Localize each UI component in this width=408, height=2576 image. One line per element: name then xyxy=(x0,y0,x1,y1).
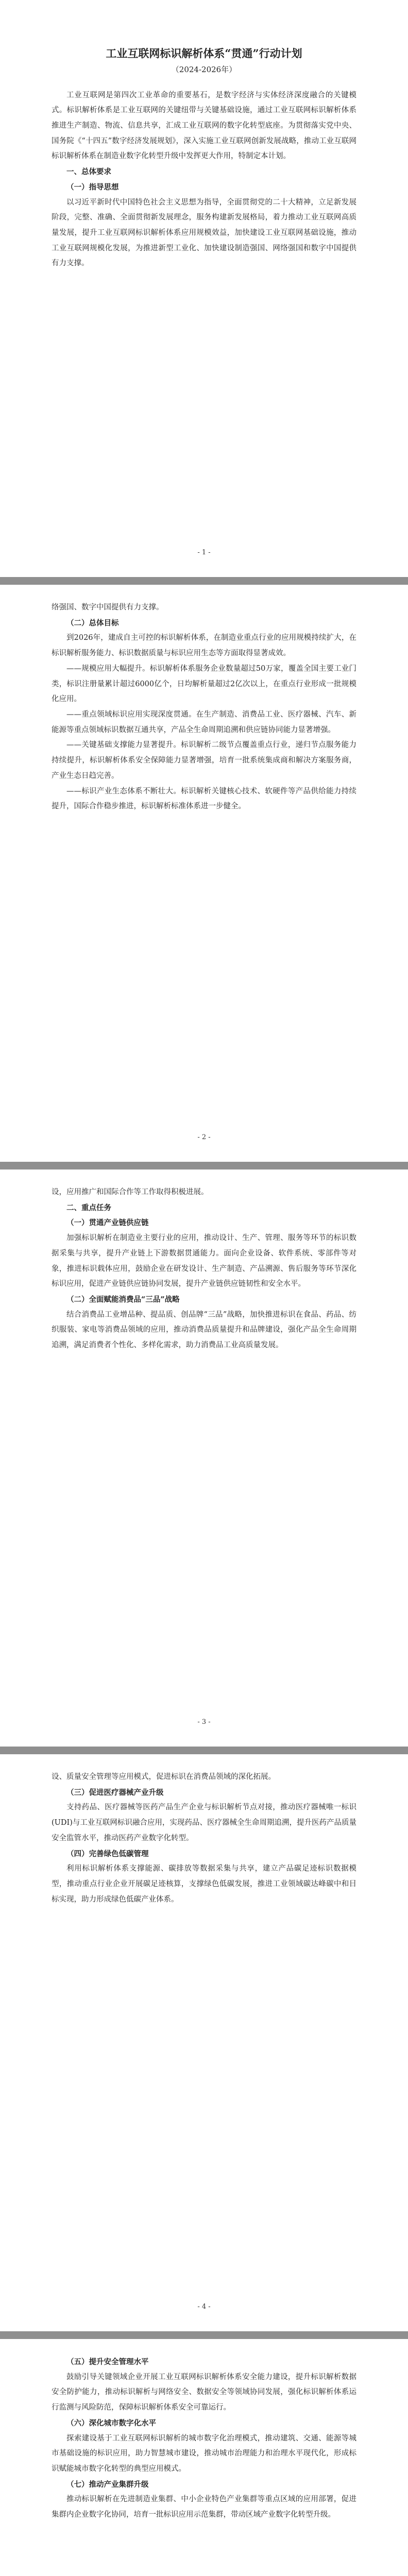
goal-item: ——规模应用大幅提升。标识解析体系服务企业数量超过50万家，覆盖全国主要工业门类，标识注册量累计超过6000亿个，日均解析量超过2亿次以上，在重点行业形成一批规模化应用。 xyxy=(52,664,356,704)
security-paragraph: 鼓励引导关键领域企业开展工业互联网标识解析体系安全能力建设，提升标识解析数据安全防护能力，推动标识解析与网络安全、数据安全等领域协同发展，强化标识解析体系运行监测与风险防范，保障标识解析体系安全可靠运行。 xyxy=(52,2372,356,2412)
section-heading-general-requirements: 一、总体要求 xyxy=(66,167,111,177)
document-page-5 xyxy=(0,2339,408,2576)
medical-devices-paragraph: 支持药品、医疗器械等医药产品生产企业与标识解析节点对接，推动医疗器械唯一标识(UDI)与工业互联网标识融合应用，实现药品、医疗器械全生命周期追溯，提升医药产品质量安全监管水平，推动医药产业数字化转型。 xyxy=(52,1803,356,1842)
goal-paragraph: 到2026年，建成自主可控的标识解析体系，在制造业重点行业的应用规模持续扩大，在标识解析服务能力、标识数据质量与标识应用生态等方面取得显著成效。 xyxy=(52,634,356,658)
document-title: 工业互联网标识解析体系“贯通”行动计划 xyxy=(106,47,302,60)
subsection-heading-security: （五）提升安全管理水平 xyxy=(66,2358,149,2366)
document-page-4 xyxy=(0,1754,408,2331)
page-number: - 2 - xyxy=(197,1133,211,1141)
subsection-heading-consumer-goods: （二）全面赋能消费品“三品”战略 xyxy=(66,1295,180,1304)
subsection-heading-medical-devices: （三）促进医疗器械产业升级 xyxy=(66,1788,164,1797)
goal-item: ——标识产业生态体系不断壮大。标识解析关键核心技术、软硬件等产品供给能力持续提升，国际合作稳步推进，标识解析标准体系进一步健全。 xyxy=(52,787,356,811)
document-subtitle: （2024-2026年） xyxy=(171,64,237,74)
industrial-cluster-paragraph: 推动标识解析在先进制造业集群、中小企业特色产业集群等重点区域的应用部署，促进集群内企业数字化协同，培育一批标识应用示范集群，带动区域产业数字化转型升级。 xyxy=(52,2495,356,2519)
page-number: - 1 - xyxy=(197,549,211,556)
continued-text: 设，应用推广和国际合作等工作取得积极进展。 xyxy=(52,1188,209,1196)
subsection-heading-industrial-cluster: （七）推动产业集群升级 xyxy=(66,2480,149,2489)
intro-paragraph: 工业互联网是第四次工业革命的重要基石，是数字经济与实体经济深度融合的关键模式。标识解析体系是工业互联网的关键纽带与关键基础设施，通过工业互联网标识解析体系推进生产制造、物流、信息共享，汇成工业互联网的数字化转型底座。为贯彻落实党中央、国务院《“十四五”数字经济发展规划》，深入实施工业互联网创新发展战略，推动工业互联网标识解析体系在制造业数字化转型升级中发挥更大作用，特制定本计划。 xyxy=(52,91,356,161)
goal-item: ——重点领域标识应用实现深度贯通。在生产制造、消费品工业、医疗器械、汽车、新能源等重点领域标识数据互通共享，产品全生命周期追溯和供应链协同能力显著增强。 xyxy=(52,710,356,734)
subsection-heading-city-digital: （六）深化城市数字化水平 xyxy=(66,2418,156,2428)
continued-text: 络强国、数字中国提供有力支撑。 xyxy=(52,603,164,612)
subsection-heading-guiding-thought: （一）指导思想 xyxy=(66,182,119,192)
subsection-heading-supply-chain: （一）贯通产业链供应链 xyxy=(66,1218,149,1228)
green-low-carbon-paragraph: 利用标识解析体系支撑能源、碳排放等数据采集与共享，建立产品碳足迹标识数据模型，推动重点行业企业开展碳足迹核算，支撑绿色低碳发展，推进工业领域碳达峰碳中和目标实现，助力形成绿色低碳产业体系。 xyxy=(52,1865,356,1904)
document-page-2 xyxy=(0,585,408,1162)
page-number: - 4 - xyxy=(197,2303,211,2311)
document-page-1 xyxy=(0,0,408,577)
consumer-goods-paragraph: 结合消费品工业增品种、提品质、创品牌“三品”战略，加快推进标识在食品、药品、纺织服装、家电等消费品领域的应用，推动消费品质量提升和品牌建设，强化产品全生命周期追溯，满足消费者个性化、多样化需求，助力消费品工业高质量发展。 xyxy=(52,1310,356,1350)
guiding-thought-paragraph: 以习近平新时代中国特色社会主义思想为指导，全面贯彻党的二十大精神，立足新发展阶段，完整、准确、全面贯彻新发展理念，服务构建新发展格局，着力推动工业互联网高质量发展，提升工业互联网标识解析体系应用规模效益，加快建设工业互联网基础设施，推动工业互联网规模化发展，为推进新型工业化、加快建设制造强国、网络强国和数字中国提供有力支撑。 xyxy=(52,198,356,268)
page-number: - 3 - xyxy=(197,1718,211,1726)
continued-text: 设、质量安全管理等应用模式，促进标识在消费品领域的深化拓展。 xyxy=(52,1773,276,1781)
section-heading-key-tasks: 二、重点任务 xyxy=(66,1203,111,1212)
city-digital-paragraph: 探索建设基于工业互联网标识解析的城市数字化治理模式，推动建筑、交通、能源等城市基础设施的标识应用，助力智慧城市建设，推动城市治理能力和治理水平现代化，形成标识赋能城市数字化转型的典型应用模式。 xyxy=(52,2434,356,2473)
document-page-3 xyxy=(0,1170,408,1747)
supply-chain-paragraph: 加强标识解析在制造业主要行业的应用，推动设计、生产、管理、服务等环节的标识数据采集与共享，提升产业链上下游数据贯通能力。面向企业设备、软件系统、零部件等对象，推进标识载体应用，鼓励企业在研发设计、生产制造、产品溯源、售后服务等环节深化标识应用，促进产业链供应链协同发展，提升产业链供应链韧性和安全水平。 xyxy=(52,1234,356,1289)
goal-item: ——关键基础支撑能力显著提升。标识解析二级节点覆盖重点行业，递归节点服务能力持续提升，标识解析体系安全保障能力显著增强，培育一批系统集成商和解决方案服务商，产业生态日趋完善。 xyxy=(52,741,356,780)
subsection-heading-overall-goals: （二）总体目标 xyxy=(66,618,119,628)
subsection-heading-green-low-carbon: （四）完善绿色低碳管理 xyxy=(66,1849,149,1858)
